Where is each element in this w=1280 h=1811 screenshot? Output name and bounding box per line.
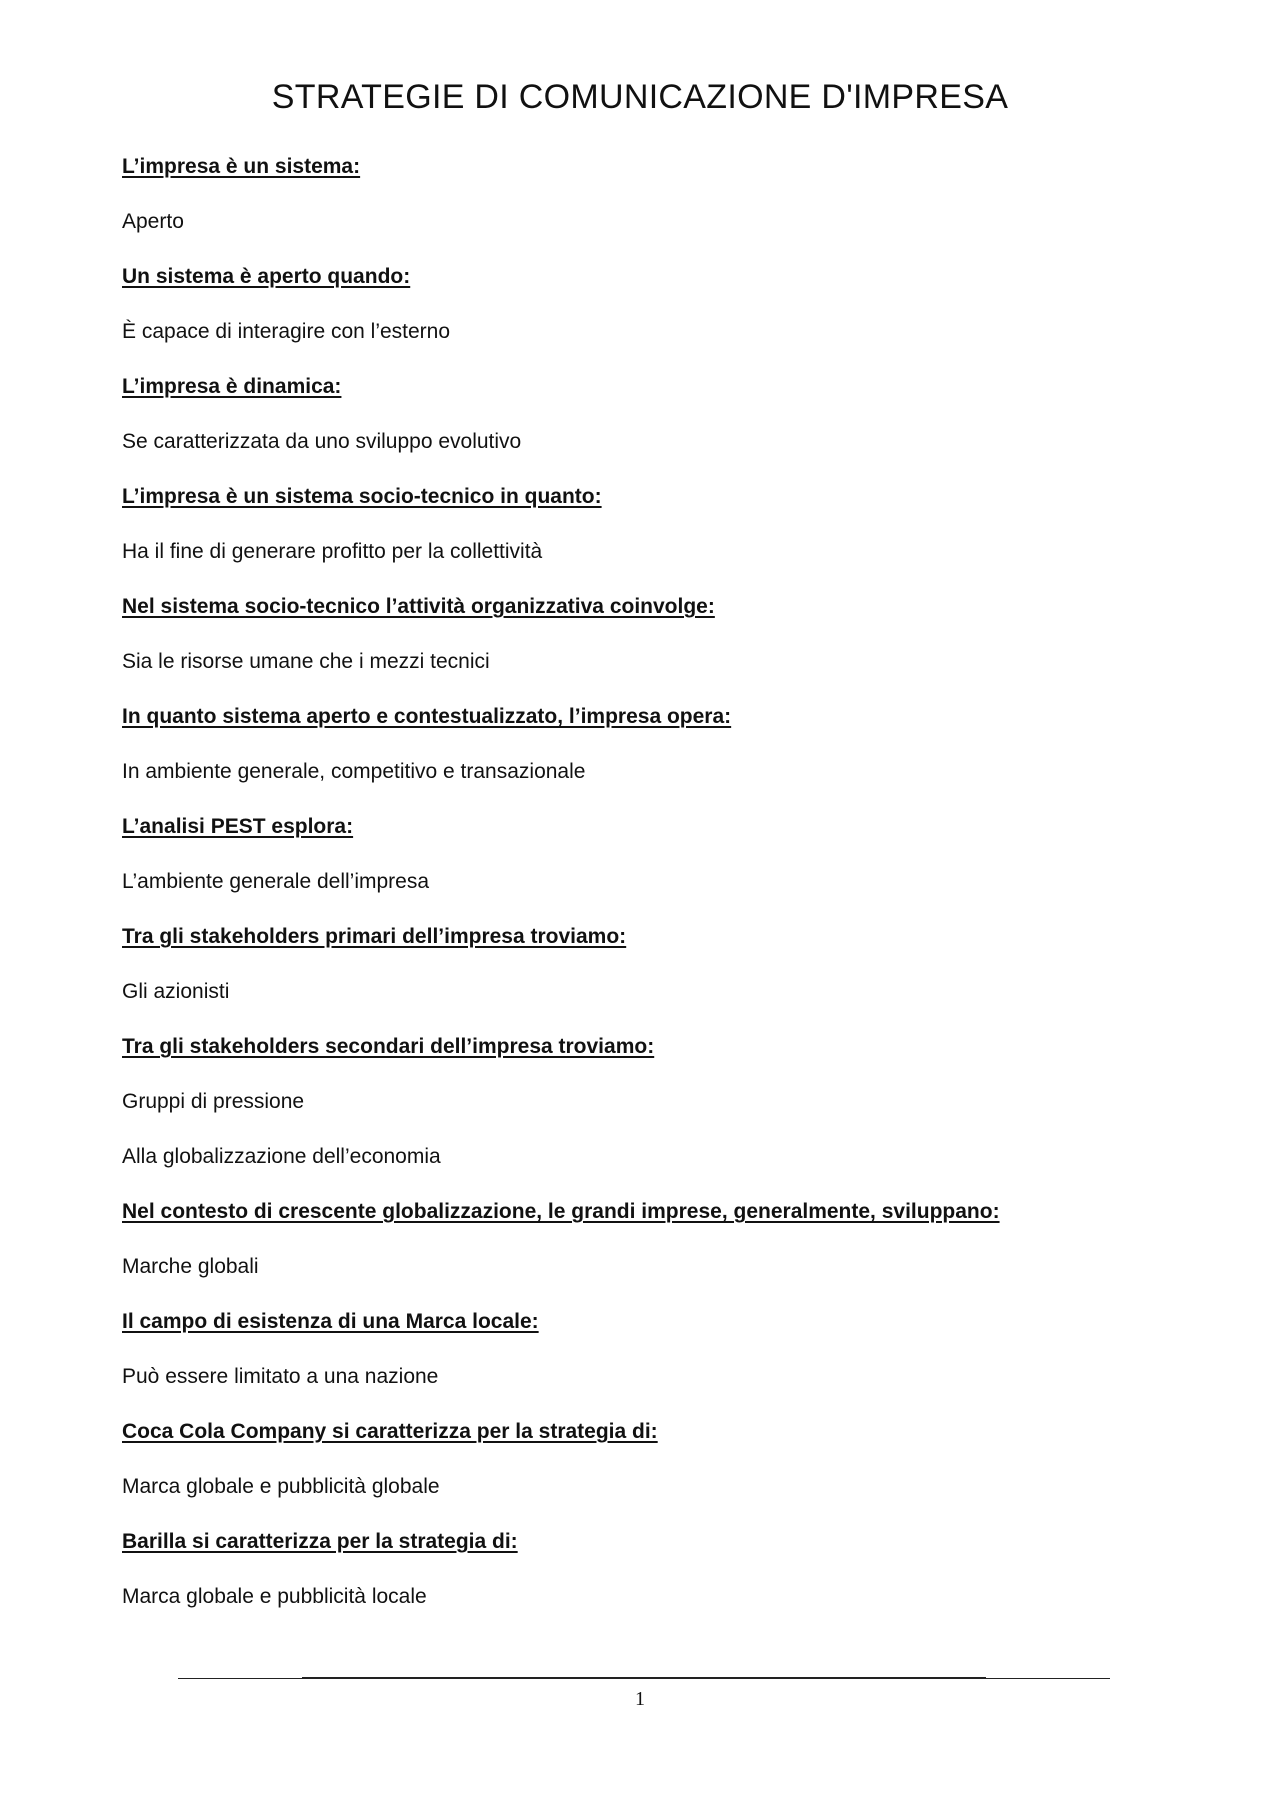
page-number: 1 xyxy=(635,1688,645,1710)
answer-text: Alla globalizzazione dell’economia xyxy=(122,1145,441,1168)
question-heading: Barilla si caratterizza per la strategia di: xyxy=(122,1530,518,1553)
question-heading: Tra gli stakeholders primari dell’impresa troviamo: xyxy=(122,925,627,948)
answer-text: Marca globale e pubblicità locale xyxy=(122,1585,427,1608)
answer-text: L’ambiente generale dell’impresa xyxy=(122,870,430,893)
question-heading: Nel contesto di crescente globalizzazione, le grandi imprese, generalmente, sviluppano: xyxy=(122,1200,1000,1223)
question-heading: L’impresa è un sistema: xyxy=(122,155,361,178)
answer-text: Marche globali xyxy=(122,1255,259,1278)
question-heading: Il campo di esistenza di una Marca locale: xyxy=(122,1310,539,1333)
question-heading: Coca Cola Company si caratterizza per la strategia di: xyxy=(122,1420,658,1443)
answer-text: In ambiente generale, competitivo e transazionale xyxy=(122,760,586,783)
question-heading: L’analisi PEST esplora: xyxy=(122,815,354,838)
document-title: STRATEGIE DI COMUNICAZIONE D'IMPRESA xyxy=(271,78,1009,116)
answer-text: Gruppi di pressione xyxy=(122,1090,305,1113)
answer-text: Gli azionisti xyxy=(122,980,230,1003)
answer-text: Sia le risorse umane che i mezzi tecnici xyxy=(122,650,490,673)
answer-text: Marca globale e pubblicità globale xyxy=(122,1475,440,1498)
question-heading: In quanto sistema aperto e contestualizzato, l’impresa opera: xyxy=(122,705,732,728)
footer-divider-accent xyxy=(302,1677,986,1679)
answer-text: È capace di interagire con l’esterno xyxy=(122,320,451,343)
question-heading: L’impresa è un sistema socio-tecnico in quanto: xyxy=(122,485,602,508)
question-heading: Un sistema è aperto quando: xyxy=(122,265,411,288)
answer-text: Può essere limitato a una nazione xyxy=(122,1365,439,1388)
question-heading: Nel sistema socio-tecnico l’attività organizzativa coinvolge: xyxy=(122,595,715,618)
answer-text: Ha il fine di generare profitto per la collettività xyxy=(122,540,543,563)
question-heading: L’impresa è dinamica: xyxy=(122,375,342,398)
answer-text: Se caratterizzata da uno sviluppo evolutivo xyxy=(122,430,522,453)
answer-text: Aperto xyxy=(122,210,184,233)
question-heading: Tra gli stakeholders secondari dell’impresa troviamo: xyxy=(122,1035,655,1058)
qa-list xyxy=(122,152,1182,1637)
